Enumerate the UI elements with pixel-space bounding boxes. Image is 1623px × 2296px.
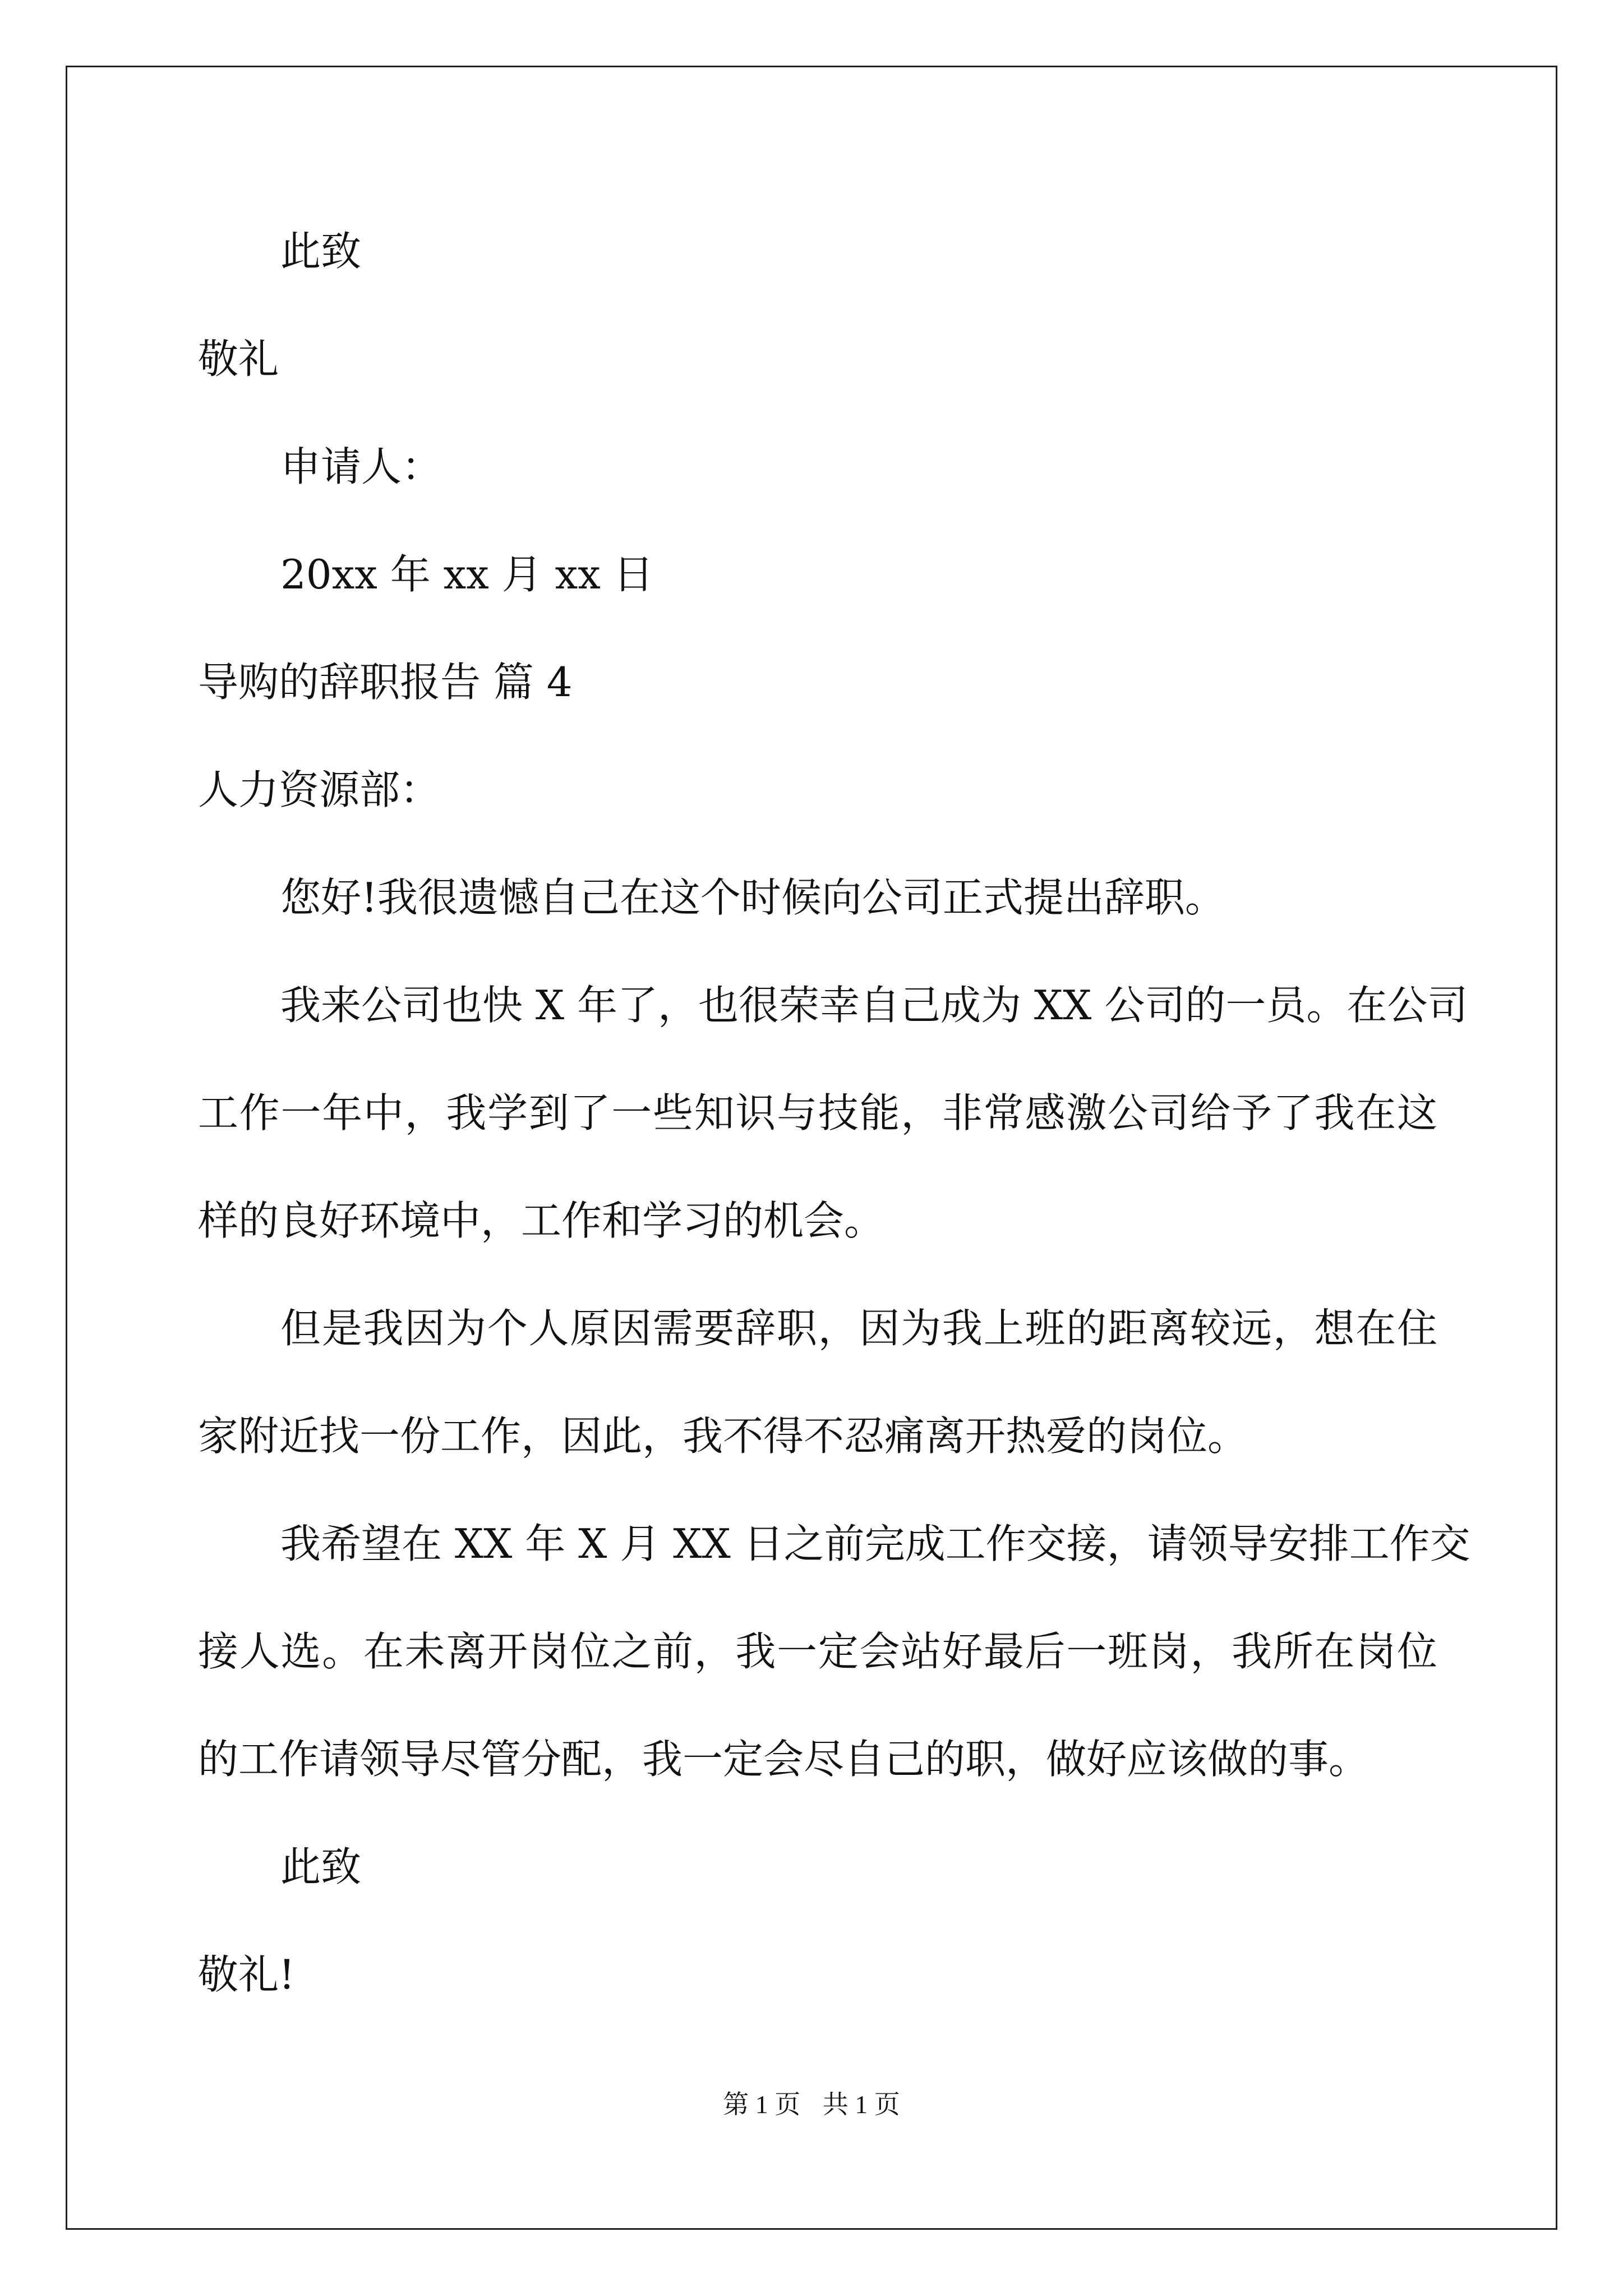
page-footer bbox=[0, 2088, 1623, 2122]
applicant-label: 申请人： bbox=[280, 443, 442, 490]
closing-regards: 敬礼! bbox=[198, 1951, 295, 1998]
paragraph-line: 您好!我很遗憾自己在这个时候向公司正式提出辞职。 bbox=[280, 874, 1225, 921]
recipient-line: 人力资源部： bbox=[198, 766, 441, 813]
paragraph-line: 工作一年中，我学到了一些知识与技能，非常感激公司给予了我在这 bbox=[198, 1089, 1437, 1137]
closing-salutation: 此致 bbox=[280, 228, 362, 275]
page-border bbox=[66, 66, 1557, 2230]
page-number: 第 1 页 bbox=[723, 2090, 801, 2119]
paragraph-line: 我来公司也快 X 年了，也很荣幸自己成为 XX 公司的一员。在公司 bbox=[280, 982, 1468, 1029]
closing-regards: 敬礼 bbox=[198, 335, 279, 383]
paragraph-line: 样的良好环境中，工作和学习的机会。 bbox=[198, 1197, 885, 1244]
paragraph-line: 但是我因为个人原因需要辞职，因为我上班的距离较远，想在住 bbox=[280, 1305, 1437, 1352]
section-heading: 导购的辞职报告 篇 4 bbox=[198, 659, 573, 706]
paragraph-line: 我希望在 XX 年 X 月 XX 日之前完成工作交接，请领导安排工作交 bbox=[280, 1520, 1470, 1567]
date-line: 20xx 年 xx 月 xx 日 bbox=[280, 551, 654, 598]
paragraph-line: 家附近找一份工作，因此，我不得不忍痛离开热爱的岗位。 bbox=[198, 1412, 1248, 1460]
page-total: 共 1 页 bbox=[822, 2090, 900, 2119]
paragraph-line: 的工作请领导尽管分配，我一定会尽自己的职，做好应该做的事。 bbox=[198, 1736, 1370, 1783]
closing-salutation: 此致 bbox=[280, 1843, 362, 1890]
paragraph-line: 接人选。在未离开岗位之前，我一定会站好最后一班岗，我所在岗位 bbox=[198, 1628, 1437, 1675]
